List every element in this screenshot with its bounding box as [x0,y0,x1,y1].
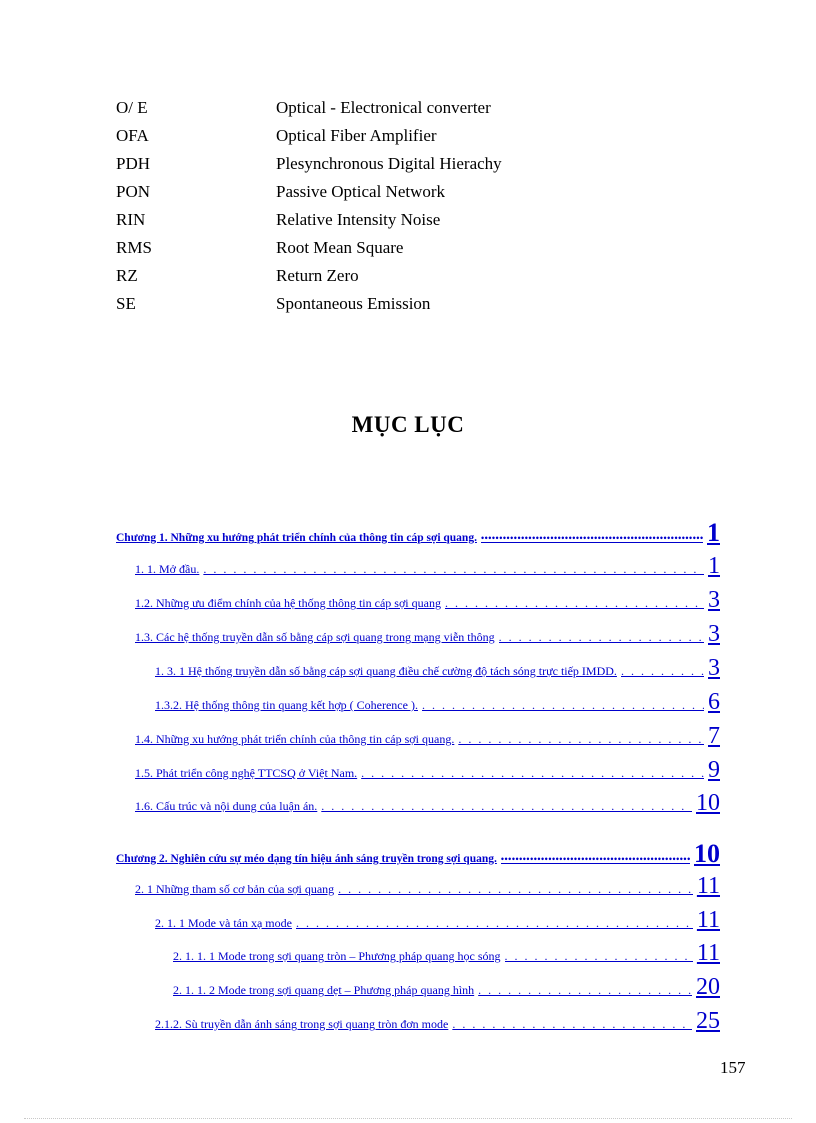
toc-page-number: 10 [696,790,720,816]
abbreviation-definition: Root Mean Square [276,238,404,257]
abbreviation-code: RZ [116,266,138,285]
toc-section-link[interactable] [135,757,720,784]
toc-entry-text: 2. 1. 1. 2 Mode trong sợi quang dẹt – Phương pháp quang hình [173,983,475,997]
toc-leader-dots [478,983,692,998]
toc-page-number: 3 [708,655,720,681]
toc-entry-text: 2. 1 Những tham số cơ bản của sợi quang [135,882,335,896]
toc-entry-text: 2. 1. 1. 1 Mode trong sợi quang tròn – Phương pháp quang học sóng [173,949,501,963]
toc-section-link[interactable] [135,621,720,648]
abbreviation-row [116,178,716,206]
toc-page-number: 7 [708,723,720,749]
abbreviation-code: PON [116,182,151,201]
abbreviation-row [116,150,716,178]
toc-page-number: 10 [694,839,720,868]
toc-page-number: 11 [696,940,720,966]
toc-page-number: 1 [708,553,720,579]
toc-page-number: 1 [707,518,720,547]
toc-page-number: 6 [708,689,720,715]
toc-entry-text: Chương 2. Nghiên cứu sự méo dạng tín hiệu ánh sáng truyền trong sợi quang. [116,853,497,865]
abbreviation-row [116,206,716,234]
page-number: 157 [720,1058,746,1077]
toc-leader-dots [422,698,704,713]
abbreviation-code: O/ E [116,98,148,117]
abbreviation-definition: Spontaneous Emission [276,294,431,313]
abbreviation-definition: Optical - Electronical converter [276,98,491,117]
page-bottom-divider [24,1118,792,1119]
abbreviation-definition: Plesynchronous Digital Hierachy [276,154,502,173]
toc-leader-dots [481,532,703,544]
abbreviation-code: OFA [116,126,149,145]
toc-leader-dots [296,916,693,931]
toc-entry-text: 2. 1. 1 Mode và tán xạ mode [155,916,292,930]
toc-leader-dots [505,949,693,964]
abbreviation-row [116,290,716,318]
abbreviation-definition: Passive Optical Network [276,182,446,201]
toc-section-link[interactable] [135,587,720,614]
abbreviation-code: PDH [116,154,151,173]
abbreviation-row [116,122,716,150]
toc-page-number: 20 [696,974,720,1000]
toc-chapter-link[interactable] [116,839,720,869]
toc-entry-text: 1.5. Phát triển công nghệ TTCSQ ở Việt Nam. [135,766,358,780]
toc-entry-text: Chương 1. Những xu hướng phát triển chính của thông tin cáp sợi quang. [116,532,477,544]
toc-leader-dots [499,630,704,645]
abbreviation-row [116,94,716,122]
abbreviation-code: SE [116,294,136,313]
toc-subsubsection-link[interactable] [173,940,720,967]
toc-leader-dots [445,596,704,611]
toc-entry-text: 2.1.2. Sù truyền dẫn ánh sáng trong sợi quang tròn đơn mode [155,1017,449,1031]
toc-title: MỤC LỤC [351,412,465,437]
toc-subsection-link[interactable] [155,907,720,934]
toc-section-link[interactable] [135,790,720,817]
abbreviation-row [116,262,716,290]
abbreviation-definition: Return Zero [276,266,359,285]
toc-entry-text: 1. 3. 1 Hệ thống truyền dẫn số bằng cáp sợi quang điều chế cường độ tách sóng trực tiếp IMDD. [155,664,617,678]
toc-leader-dots [621,664,704,679]
toc-entry-text: 1.6. Cấu trúc và nội dung của luận án. [135,799,318,813]
toc-page-number: 25 [696,1008,720,1034]
toc-section-link[interactable] [135,873,720,900]
toc-subsubsection-link[interactable] [173,974,720,1001]
toc-page-number: 3 [708,621,720,647]
abbreviation-row [116,234,716,262]
toc-section-link[interactable] [135,723,720,750]
toc-section-link[interactable] [135,553,720,580]
abbreviation-list [116,94,716,318]
abbreviation-definition: Optical Fiber Amplifier [276,126,437,145]
toc-subsection-link[interactable] [155,655,720,682]
toc-page-number: 3 [708,587,720,613]
toc-leader-dots [501,853,690,865]
toc-subsection-link[interactable] [155,1008,720,1035]
toc-leader-dots [338,882,693,897]
toc-leader-dots [203,562,704,577]
toc-page-number: 11 [696,907,720,933]
abbreviation-definition: Relative Intensity Noise [276,210,441,229]
toc-entry-text: 1.2. Những ưu điểm chính của hệ thống thông tin cáp sợi quang [135,596,441,610]
toc-page-number: 9 [708,757,720,783]
toc-leader-dots [321,799,692,814]
toc-entry-text: 1.3.2. Hệ thống thông tin quang kết hợp ( Coherence ). [155,698,418,712]
toc-entry-text: 1.4. Những xu hướng phát triển chính của thông tin cáp sợi quang. [135,732,455,746]
toc-entry-text: 1. 1. Mở đầu. [135,562,200,576]
abbreviation-code: RIN [116,210,146,229]
toc-leader-dots [361,766,704,781]
toc-chapter-link[interactable] [116,518,720,548]
abbreviation-code: RMS [116,238,152,257]
toc-leader-dots [452,1017,692,1032]
toc-entry-text: 1.3. Các hệ thống truyền dẫn số bằng cáp sợi quang trong mạng viễn thông [135,630,495,644]
toc-leader-dots [458,732,704,747]
toc-page-number: 11 [696,873,720,899]
toc-subsection-link[interactable] [155,689,720,716]
